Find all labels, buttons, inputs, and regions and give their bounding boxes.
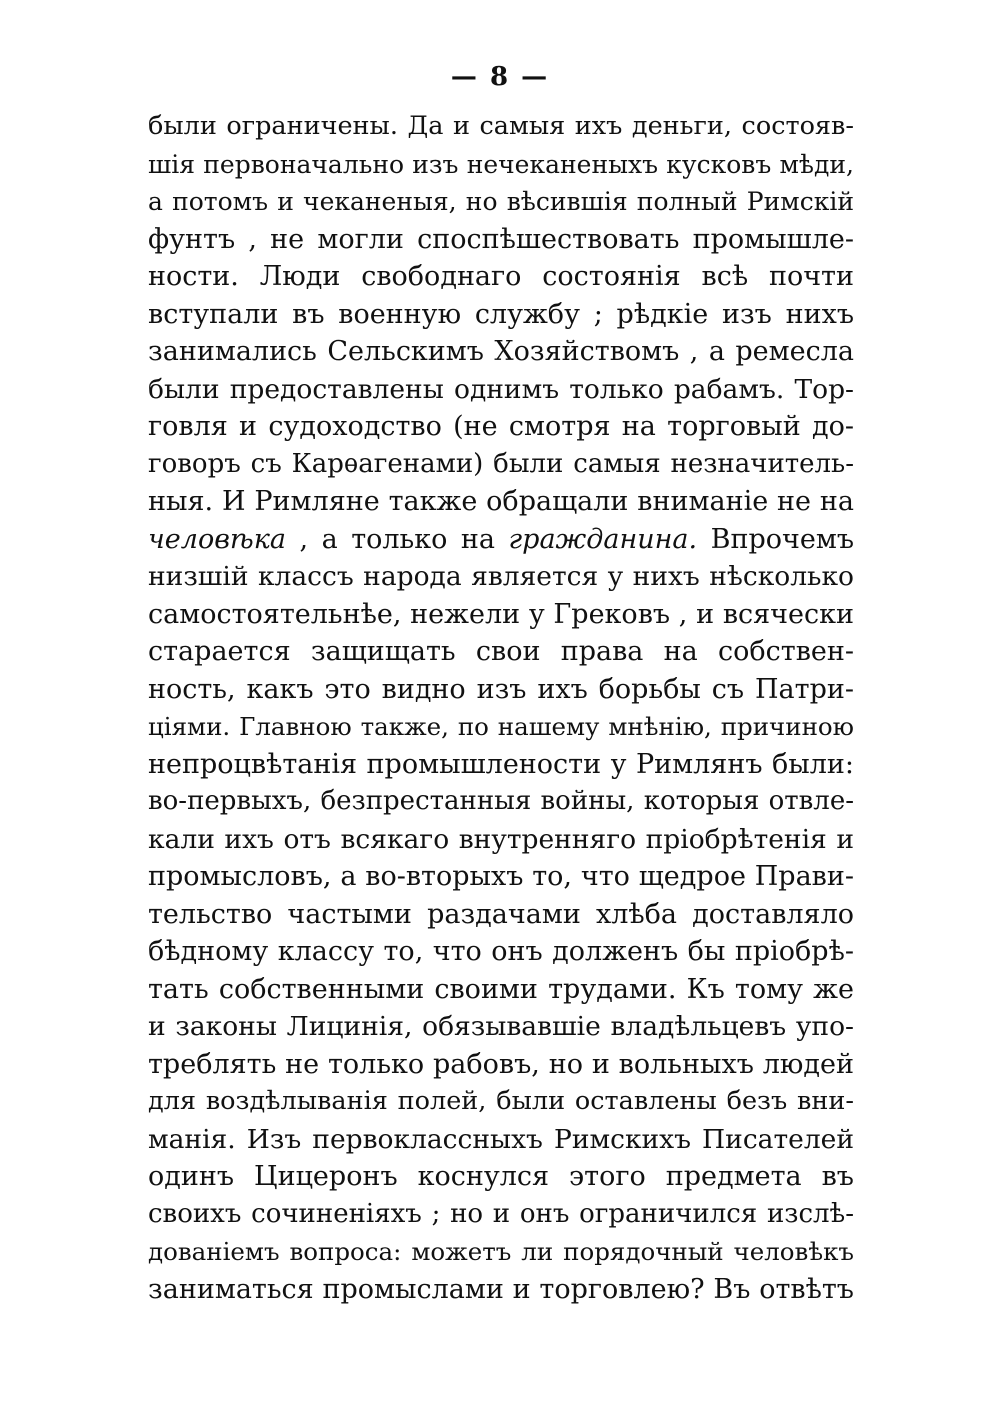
text-line: шія первоначально изъ нечеканеныхъ кусковъ мѣди, <box>148 149 854 179</box>
italic-word-grazhdanin: гражданина. <box>508 523 698 555</box>
text-line: ность, какъ это видно изъ ихъ борьбы съ Патри- <box>148 673 854 705</box>
text-line: вступали въ военную службу ; рѣдкіе изъ нихъ <box>148 298 854 330</box>
text-line: промысловъ, а во-вторыхъ то, что щедрое Прави- <box>148 861 854 892</box>
text-line: говля и судоходство (не смотря на торговый до- <box>148 411 854 442</box>
text-line: старается защищать свои права на собствен- <box>148 636 854 667</box>
italic-word-chelovek: человѣка <box>148 523 286 555</box>
text-line: были предоставлены однимъ только рабамъ. Тор- <box>148 373 854 405</box>
text-line: ности. Люди свободнаго состоянія всѣ почти <box>148 261 854 292</box>
text-line: для воздѣлыванія полей, были оставлены безъ вни- <box>148 1086 854 1116</box>
text-line: кали ихъ отъ всякаго внутренняго пріобрѣтенія и <box>148 823 854 855</box>
text-line: одинъ Цицеронъ коснулся этого предмета въ <box>148 1161 854 1192</box>
text-line: своихъ сочиненіяхъ ; но и онъ ограничился изслѣ- <box>148 1198 854 1229</box>
text-line: и законы Лицинія, обязывавшіе владѣльцевъ упо- <box>148 1011 854 1042</box>
text-line: фунтъ , не могли споспѣшествовать промышле- <box>148 223 854 255</box>
text-line: а потомъ и чеканеныя, но вѣсившія полный Римскій <box>148 187 854 216</box>
plain-segment: , а только на <box>285 523 509 555</box>
body-text <box>148 108 854 1308</box>
text-line: низшій классъ народа является у нихъ нѣсколько <box>148 561 854 592</box>
text-line: самостоятельнѣе, нежели у Грековъ , и всячески <box>148 598 854 630</box>
text-line-mixed <box>148 521 854 559</box>
text-line: говоръ съ Карѳагенами) были самыя незначитель- <box>148 448 854 479</box>
text-line: заниматься промыслами и торговлею? Въ отвѣтъ <box>148 1273 854 1305</box>
text-line: манія. Изъ первоклассныхъ Римскихъ Писателей <box>148 1123 854 1155</box>
text-line: занимались Сельскимъ Хозяйствомъ , а ремесла <box>148 336 854 367</box>
plain-segment: Впрочемъ <box>697 523 854 555</box>
text-line: ныя. И Римляне также обращали вниманіе не на <box>148 486 854 517</box>
text-line: ціями. Главною также, по нашему мнѣнію, причиною <box>148 712 854 741</box>
text-line: непроцвѣтанія промышлености у Римлянъ были: <box>148 748 854 780</box>
text-line: были ограничены. Да и самыя ихъ деньги, состояв- <box>148 111 854 141</box>
page-number: — 8 — <box>450 62 550 92</box>
text-line: треблять не только рабовъ, но и вольныхъ людей <box>148 1048 854 1080</box>
text-line: тельство частыми раздачами хлѣба доставляло <box>148 898 854 930</box>
text-line: во-первыхъ, безпрестанныя войны, которыя отвле- <box>148 786 854 816</box>
text-line: дованіемъ вопроса: можетъ ли порядочный человѣкъ <box>148 1237 854 1266</box>
text-line: бѣдному классу то, что онъ долженъ бы пріобрѣ- <box>148 936 854 967</box>
text-line: тать собственными своими трудами. Къ тому же <box>148 973 854 1005</box>
